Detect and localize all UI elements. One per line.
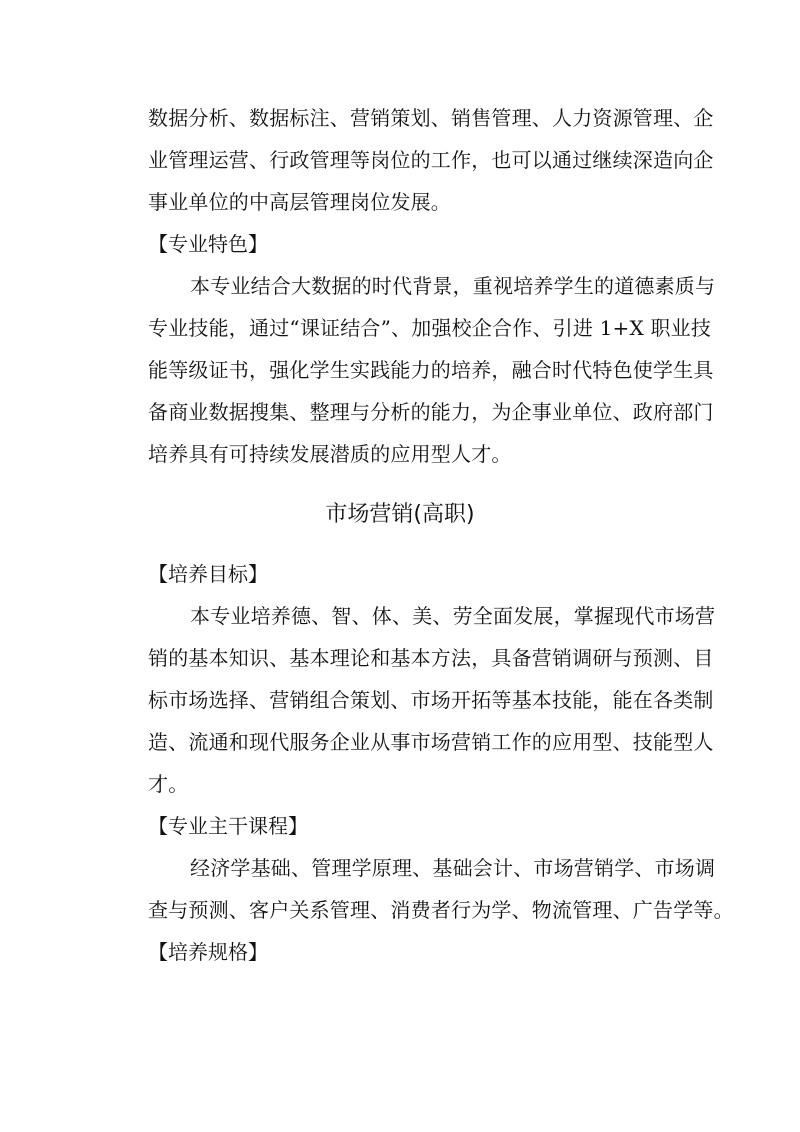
- paragraph-line: 培养具有可持续发展潜质的应用型人才。: [148, 442, 512, 466]
- paragraph-line: 数据分析、数据标注、营销策划、销售管理、人力资源管理、企: [148, 106, 714, 130]
- section-heading-features: 【专业特色】: [148, 232, 268, 256]
- paragraph-line: 业管理运营、行政管理等岗位的工作，也可以通过继续深造向企: [148, 148, 714, 172]
- paragraph-line: 事业单位的中高层管理岗位发展。: [148, 190, 451, 214]
- paragraph-line: 销的基本知识、基本理论和基本方法，具备营销调研与预测、目: [148, 646, 714, 670]
- paragraph-line: 标市场选择、营销组合策划、市场开拓等基本技能，能在各类制: [148, 688, 714, 712]
- paragraph-line: 本专业结合大数据的时代背景，重视培养学生的道德素质与: [190, 274, 716, 298]
- paragraph-line: 能等级证书，强化学生实践能力的培养，融合时代特色使学生具: [148, 358, 714, 382]
- paragraph-line: 才。: [148, 772, 189, 796]
- paragraph-line: 经济学基础、管理学原理、基础会计、市场营销学、市场调: [190, 856, 716, 880]
- major-title: 市场营销(高职): [325, 502, 475, 527]
- paragraph-line: 造、流通和现代服务企业从事市场营销工作的应用型、技能型人: [148, 730, 714, 754]
- paragraph-line: 查与预测、客户关系管理、消费者行为学、物流管理、广告学等。: [148, 898, 734, 922]
- paragraph-line: 本专业培养德、智、体、美、劳全面发展，掌握现代市场营: [190, 604, 716, 628]
- section-heading-goal: 【培养目标】: [148, 562, 268, 586]
- section-heading-courses: 【专业主干课程】: [148, 814, 308, 838]
- paragraph-line: 专业技能，通过“课证结合”、加强校企合作、引进 1+X 职业技: [148, 316, 712, 340]
- paragraph-line: 备商业数据搜集、整理与分析的能力，为企事业单位、政府部门: [148, 400, 714, 424]
- section-heading-spec: 【培养规格】: [148, 940, 268, 964]
